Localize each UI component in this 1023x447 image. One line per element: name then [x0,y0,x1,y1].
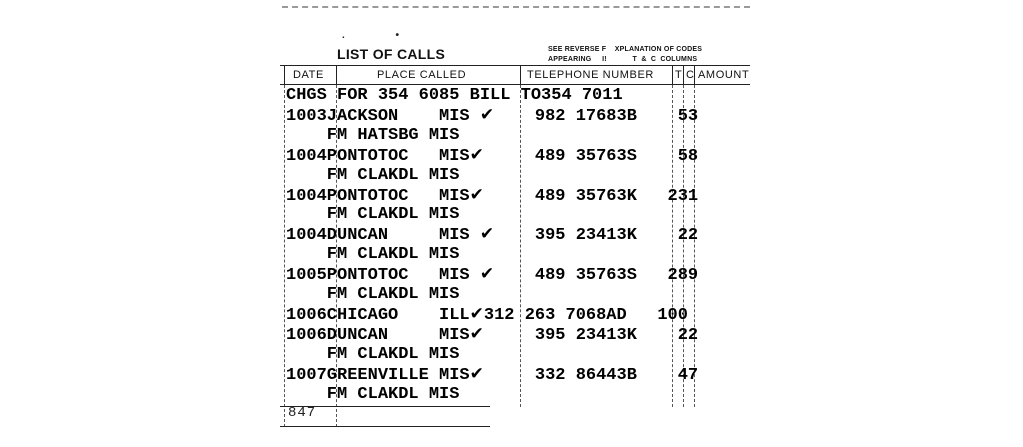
call-line-text: 1004DUNCAN MIS [286,226,480,246]
codes-note-line-2: APPEARING I! T & C COLUMNS [548,56,698,63]
check-mark-icon: ✔ [479,224,495,245]
call-line-text: 1003JACKSON MIS [286,106,480,126]
column-rule-left [284,85,285,427]
column-rule-c [694,85,695,407]
call-line-text: 1006CHICAGO ILL [286,305,470,325]
total-amount: 847 [288,405,317,421]
call-line [286,205,459,224]
call-line [286,186,698,205]
check-mark-icon: ✔ [469,303,484,324]
call-line [286,345,459,364]
call-line-amounts: 332 86443B 47 [483,365,699,385]
call-line [286,126,459,145]
header-divider-t [683,66,684,84]
header-divider-date [336,66,337,84]
call-line-text: FM CLAKDL MIS [286,245,460,265]
codes-note-line-1: SEE REVERSE F XPLANATION OF CODES [548,46,703,53]
call-line-amounts: 489 35763S 289 [494,266,699,286]
call-line-amounts: 489 35763S 58 [483,146,699,166]
call-line-amounts: 395 23413K 22 [483,325,699,345]
header-divider-place [520,66,521,84]
header-top-rule [280,65,750,66]
call-line [286,285,459,304]
call-line [286,265,698,284]
document-title: LIST OF CALLS [337,46,446,62]
header-amount: AMOUNT [698,69,750,81]
call-line-text: FM HATSBG MIS [286,125,460,145]
check-mark-icon: ✔ [469,363,484,384]
call-line-text: FM CLAKDL MIS [286,165,460,185]
header-date: DATE [293,69,324,81]
header-c: C [686,69,695,81]
check-mark-icon: ✔ [469,184,484,205]
call-line [286,365,698,384]
call-line-amounts: 982 17683B 53 [494,106,699,126]
header-t: T [675,69,683,81]
check-mark-icon: ✔ [469,323,484,344]
call-line-text: CHGS FOR 354 6085 BILL TO354 7011 [286,86,623,105]
call-line [286,166,459,185]
call-line [286,225,698,244]
call-line-text: FM CLAKDL MIS [286,205,460,225]
call-line-text: FM CLAKDL MIS [286,344,460,364]
total-rule-bottom [280,426,490,427]
check-mark-icon: ✔ [479,264,495,285]
column-rule-t [683,85,684,407]
call-line-text: 1006DUNCAN MIS [286,325,470,345]
check-mark-icon: ✔ [479,104,495,125]
call-line [286,146,698,165]
call-line [286,106,698,125]
call-line [286,385,459,404]
call-line [286,86,623,105]
call-line [286,305,688,324]
call-line-amounts: 395 23413K 22 [494,226,699,246]
call-line-amounts: 489 35763K 231 [483,186,699,206]
column-rule-phone [672,85,673,407]
column-rule-place [520,85,521,407]
call-line-text: FM CLAKDL MIS [286,384,460,404]
call-line-text: 1004PONTOTOC MIS [286,146,470,166]
header-divider-phone [672,66,673,84]
codes-note [548,45,753,65]
call-line-text: FM CLAKDL MIS [286,285,460,304]
call-line [286,245,459,264]
check-mark-icon: ✔ [469,144,484,165]
top-perforation-line [282,6,750,8]
header-place-called: PLACE CALLED [377,69,467,81]
call-line [286,325,698,344]
header-telephone-number: TELEPHONE NUMBER [527,69,654,81]
header-divider-left [284,66,285,84]
call-line-amounts: 312 263 7068AD 100 [483,305,688,325]
call-list-document [280,0,750,447]
call-line-text: 1007GREENVILLE MIS [286,365,470,385]
call-line-text: 1004PONTOTOC MIS [286,186,470,206]
stray-marks: . • [342,30,424,41]
header-bottom-rule [280,84,750,85]
call-line-text: 1005PONTOTOC MIS [286,266,480,286]
